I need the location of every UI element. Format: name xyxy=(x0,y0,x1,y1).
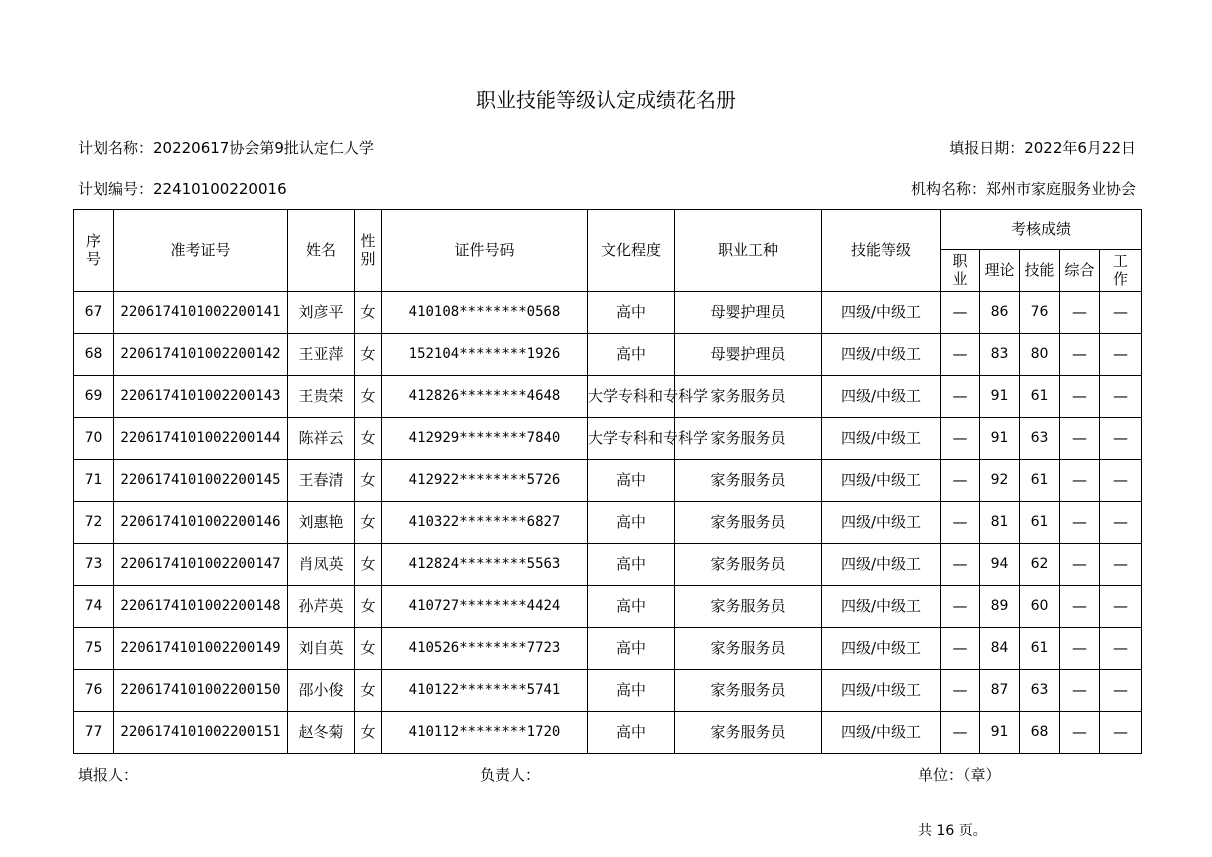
cell-edu: 大学专科和专科学 xyxy=(588,418,675,460)
cell-job: 家务服务员 xyxy=(675,460,822,502)
header-seq: 序号 xyxy=(74,210,114,292)
cell-score-prof: — xyxy=(941,544,980,586)
cell-score-comp: — xyxy=(1060,502,1100,544)
cell-score-prof: — xyxy=(941,586,980,628)
cell-score-prof: — xyxy=(941,670,980,712)
cell-ticket: 2206174101002200150 xyxy=(114,670,288,712)
cell-edu: 高中 xyxy=(588,334,675,376)
table-row xyxy=(74,544,1142,586)
cell-job: 家务服务员 xyxy=(675,670,822,712)
cell-score-skill: 61 xyxy=(1020,502,1060,544)
cell-edu: 大学专科和专科学 xyxy=(588,376,675,418)
cell-gender: 女 xyxy=(355,292,382,334)
cell-score-skill: 68 xyxy=(1020,712,1060,754)
header-score-prof: 职业 xyxy=(941,250,980,292)
cell-gender: 女 xyxy=(355,544,382,586)
cell-score-skill: 62 xyxy=(1020,544,1060,586)
cell-job: 家务服务员 xyxy=(675,586,822,628)
cell-edu: 高中 xyxy=(588,712,675,754)
cell-score-work: — xyxy=(1100,418,1142,460)
cell-score-theory: 91 xyxy=(980,376,1020,418)
score-table xyxy=(73,209,1142,754)
cell-score-theory: 83 xyxy=(980,334,1020,376)
cell-ticket: 2206174101002200144 xyxy=(114,418,288,460)
cell-name: 刘彦平 xyxy=(288,292,355,334)
cell-name: 王春清 xyxy=(288,460,355,502)
cell-id: 410108********0568 xyxy=(382,292,588,334)
cell-score-work: — xyxy=(1100,628,1142,670)
cell-ticket: 2206174101002200145 xyxy=(114,460,288,502)
cell-score-prof: — xyxy=(941,460,980,502)
cell-ticket: 2206174101002200151 xyxy=(114,712,288,754)
table-row xyxy=(74,418,1142,460)
cell-score-comp: — xyxy=(1060,628,1100,670)
header-score-theory: 理论 xyxy=(980,250,1020,292)
header-ticket: 准考证号 xyxy=(114,210,288,292)
cell-name: 肖凤英 xyxy=(288,544,355,586)
cell-gender: 女 xyxy=(355,376,382,418)
plan-number: 计划编号：22410100220016 xyxy=(78,180,287,198)
cell-job: 家务服务员 xyxy=(675,502,822,544)
cell-edu: 高中 xyxy=(588,628,675,670)
header-scores: 考核成绩 xyxy=(941,210,1142,250)
header-score-comp: 综合 xyxy=(1060,250,1100,292)
cell-ticket: 2206174101002200147 xyxy=(114,544,288,586)
cell-score-comp: — xyxy=(1060,712,1100,754)
cell-job: 家务服务员 xyxy=(675,376,822,418)
cell-score-theory: 94 xyxy=(980,544,1020,586)
fill-date: 填报日期：2022年6月22日 xyxy=(949,139,1136,157)
cell-score-skill: 63 xyxy=(1020,418,1060,460)
cell-score-theory: 92 xyxy=(980,460,1020,502)
cell-level: 四级/中级工 xyxy=(822,628,941,670)
cell-score-theory: 81 xyxy=(980,502,1020,544)
cell-name: 王贵荣 xyxy=(288,376,355,418)
cell-score-prof: — xyxy=(941,376,980,418)
header-edu: 文化程度 xyxy=(588,210,675,292)
table-row xyxy=(74,628,1142,670)
cell-seq: 75 xyxy=(74,628,114,670)
cell-job: 家务服务员 xyxy=(675,628,822,670)
cell-score-work: — xyxy=(1100,712,1142,754)
cell-job: 家务服务员 xyxy=(675,544,822,586)
cell-gender: 女 xyxy=(355,586,382,628)
cell-score-prof: — xyxy=(941,712,980,754)
cell-level: 四级/中级工 xyxy=(822,292,941,334)
header-score-skill: 技能 xyxy=(1020,250,1060,292)
cell-score-work: — xyxy=(1100,670,1142,712)
header-id: 证件号码 xyxy=(382,210,588,292)
cell-edu: 高中 xyxy=(588,460,675,502)
cell-level: 四级/中级工 xyxy=(822,376,941,418)
cell-id: 152104********1926 xyxy=(382,334,588,376)
cell-edu: 高中 xyxy=(588,502,675,544)
cell-score-theory: 89 xyxy=(980,586,1020,628)
cell-name: 陈祥云 xyxy=(288,418,355,460)
cell-level: 四级/中级工 xyxy=(822,460,941,502)
cell-id: 412922********5726 xyxy=(382,460,588,502)
responsible-label: 负责人： xyxy=(480,766,541,784)
table-row xyxy=(74,586,1142,628)
table-row xyxy=(74,712,1142,754)
cell-score-work: — xyxy=(1100,544,1142,586)
cell-job: 家务服务员 xyxy=(675,712,822,754)
cell-name: 王亚萍 xyxy=(288,334,355,376)
table-row xyxy=(74,502,1142,544)
cell-score-skill: 76 xyxy=(1020,292,1060,334)
cell-score-prof: — xyxy=(941,502,980,544)
cell-score-prof: — xyxy=(941,292,980,334)
cell-score-work: — xyxy=(1100,460,1142,502)
table-row xyxy=(74,334,1142,376)
cell-seq: 68 xyxy=(74,334,114,376)
cell-seq: 73 xyxy=(74,544,114,586)
cell-gender: 女 xyxy=(355,502,382,544)
cell-score-skill: 80 xyxy=(1020,334,1060,376)
cell-name: 邵小俊 xyxy=(288,670,355,712)
cell-score-theory: 91 xyxy=(980,418,1020,460)
cell-seq: 71 xyxy=(74,460,114,502)
cell-name: 刘惠艳 xyxy=(288,502,355,544)
cell-level: 四级/中级工 xyxy=(822,502,941,544)
cell-score-work: — xyxy=(1100,334,1142,376)
cell-score-comp: — xyxy=(1060,376,1100,418)
cell-score-comp: — xyxy=(1060,544,1100,586)
cell-score-skill: 60 xyxy=(1020,586,1060,628)
table-row xyxy=(74,670,1142,712)
cell-name: 赵冬菊 xyxy=(288,712,355,754)
cell-id: 410122********5741 xyxy=(382,670,588,712)
cell-gender: 女 xyxy=(355,628,382,670)
cell-score-skill: 61 xyxy=(1020,628,1060,670)
cell-gender: 女 xyxy=(355,334,382,376)
cell-score-prof: — xyxy=(941,418,980,460)
cell-score-comp: — xyxy=(1060,670,1100,712)
cell-job: 母婴护理员 xyxy=(675,292,822,334)
cell-seq: 67 xyxy=(74,292,114,334)
table-row xyxy=(74,292,1142,334)
cell-seq: 72 xyxy=(74,502,114,544)
cell-id: 412929********7840 xyxy=(382,418,588,460)
cell-score-comp: — xyxy=(1060,292,1100,334)
cell-ticket: 2206174101002200141 xyxy=(114,292,288,334)
cell-score-skill: 61 xyxy=(1020,376,1060,418)
header-level: 技能等级 xyxy=(822,210,941,292)
cell-ticket: 2206174101002200142 xyxy=(114,334,288,376)
cell-name: 刘自英 xyxy=(288,628,355,670)
cell-job: 家务服务员 xyxy=(675,418,822,460)
cell-edu: 高中 xyxy=(588,544,675,586)
cell-edu: 高中 xyxy=(588,586,675,628)
organization-name: 机构名称：郑州市家庭服务业协会 xyxy=(910,180,1136,198)
page-title: 职业技能等级认定成绩花名册 xyxy=(476,88,736,112)
cell-id: 412826********4648 xyxy=(382,376,588,418)
plan-name: 计划名称：20220617协会第9批认定仁人学 xyxy=(78,139,374,157)
page-count: 共 16 页。 xyxy=(918,823,987,839)
cell-level: 四级/中级工 xyxy=(822,712,941,754)
cell-level: 四级/中级工 xyxy=(822,544,941,586)
cell-ticket: 2206174101002200149 xyxy=(114,628,288,670)
cell-score-work: — xyxy=(1100,376,1142,418)
cell-seq: 76 xyxy=(74,670,114,712)
header-name: 姓名 xyxy=(288,210,355,292)
cell-ticket: 2206174101002200143 xyxy=(114,376,288,418)
cell-ticket: 2206174101002200146 xyxy=(114,502,288,544)
table-row xyxy=(74,460,1142,502)
cell-score-prof: — xyxy=(941,628,980,670)
cell-level: 四级/中级工 xyxy=(822,670,941,712)
cell-seq: 74 xyxy=(74,586,114,628)
cell-score-theory: 91 xyxy=(980,712,1020,754)
cell-score-work: — xyxy=(1100,586,1142,628)
cell-edu: 高中 xyxy=(588,670,675,712)
cell-level: 四级/中级工 xyxy=(822,418,941,460)
header-score-work: 工作 xyxy=(1100,250,1142,292)
header-job: 职业工种 xyxy=(675,210,822,292)
cell-id: 410112********1720 xyxy=(382,712,588,754)
cell-score-theory: 87 xyxy=(980,670,1020,712)
cell-job: 母婴护理员 xyxy=(675,334,822,376)
cell-id: 412824********5563 xyxy=(382,544,588,586)
table-row xyxy=(74,376,1142,418)
cell-seq: 77 xyxy=(74,712,114,754)
cell-id: 410322********6827 xyxy=(382,502,588,544)
cell-seq: 69 xyxy=(74,376,114,418)
cell-edu: 高中 xyxy=(588,292,675,334)
unit-seal-label: 单位：（章） xyxy=(918,766,1001,784)
cell-score-comp: — xyxy=(1060,334,1100,376)
cell-score-theory: 84 xyxy=(980,628,1020,670)
cell-id: 410727********4424 xyxy=(382,586,588,628)
cell-score-comp: — xyxy=(1060,460,1100,502)
cell-gender: 女 xyxy=(355,418,382,460)
cell-score-work: — xyxy=(1100,292,1142,334)
cell-name: 孙芹英 xyxy=(288,586,355,628)
cell-score-comp: — xyxy=(1060,586,1100,628)
cell-seq: 70 xyxy=(74,418,114,460)
header-gender: 性别 xyxy=(355,210,382,292)
cell-score-skill: 61 xyxy=(1020,460,1060,502)
cell-level: 四级/中级工 xyxy=(822,586,941,628)
cell-gender: 女 xyxy=(355,670,382,712)
cell-id: 410526********7723 xyxy=(382,628,588,670)
cell-score-skill: 63 xyxy=(1020,670,1060,712)
cell-gender: 女 xyxy=(355,712,382,754)
cell-level: 四级/中级工 xyxy=(822,334,941,376)
cell-score-work: — xyxy=(1100,502,1142,544)
filler-label: 填报人： xyxy=(78,766,139,784)
cell-gender: 女 xyxy=(355,460,382,502)
cell-score-prof: — xyxy=(941,334,980,376)
cell-score-comp: — xyxy=(1060,418,1100,460)
cell-score-theory: 86 xyxy=(980,292,1020,334)
cell-ticket: 2206174101002200148 xyxy=(114,586,288,628)
